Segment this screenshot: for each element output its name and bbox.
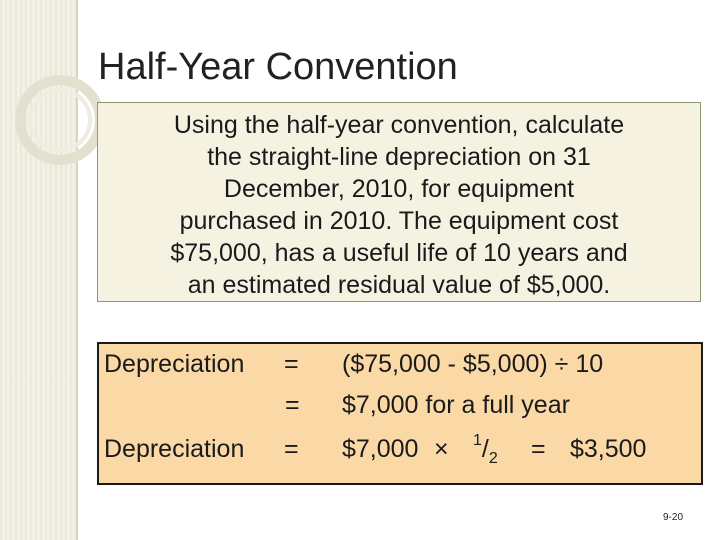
problem-line: $75,000, has a useful life of 10 years and [170,239,628,267]
row3-label: Depreciation [104,435,245,463]
calculation-box [97,342,703,485]
slide-title: Half-Year Convention [98,46,458,88]
problem-line: Using the half-year convention, calculate [173,111,625,139]
problem-line: December, 2010, for equipment [223,175,575,203]
fraction-numerator: 1 [473,432,482,449]
row3-equals: = [284,435,299,463]
fraction-denominator: 2 [488,450,498,467]
row2-value: $7,000 for a full year [342,391,570,419]
problem-line: an estimated residual value of $5,000. [187,271,611,299]
problem-statement [98,109,700,301]
problem-line: the straight-line depreciation on 31 [207,143,591,171]
fraction-slash: / [481,435,489,463]
row3-result: $3,500 [570,435,647,463]
row3-fraction [473,432,498,467]
row1-formula: ($75,000 - $5,000) ÷ 10 [342,350,604,378]
row1-label: Depreciation [104,350,245,378]
row3-amount: $7,000 [342,435,419,463]
row2-equals: = [285,391,300,419]
row3-times-sign: × [434,435,449,463]
page-number: 9-20 [663,512,684,523]
problem-statement-box [97,102,701,302]
row1-equals: = [284,350,299,378]
decorative-ring-inner [30,90,90,150]
row3-equals-2: = [531,435,546,463]
problem-line: purchased in 2010. The equipment cost [179,207,619,235]
